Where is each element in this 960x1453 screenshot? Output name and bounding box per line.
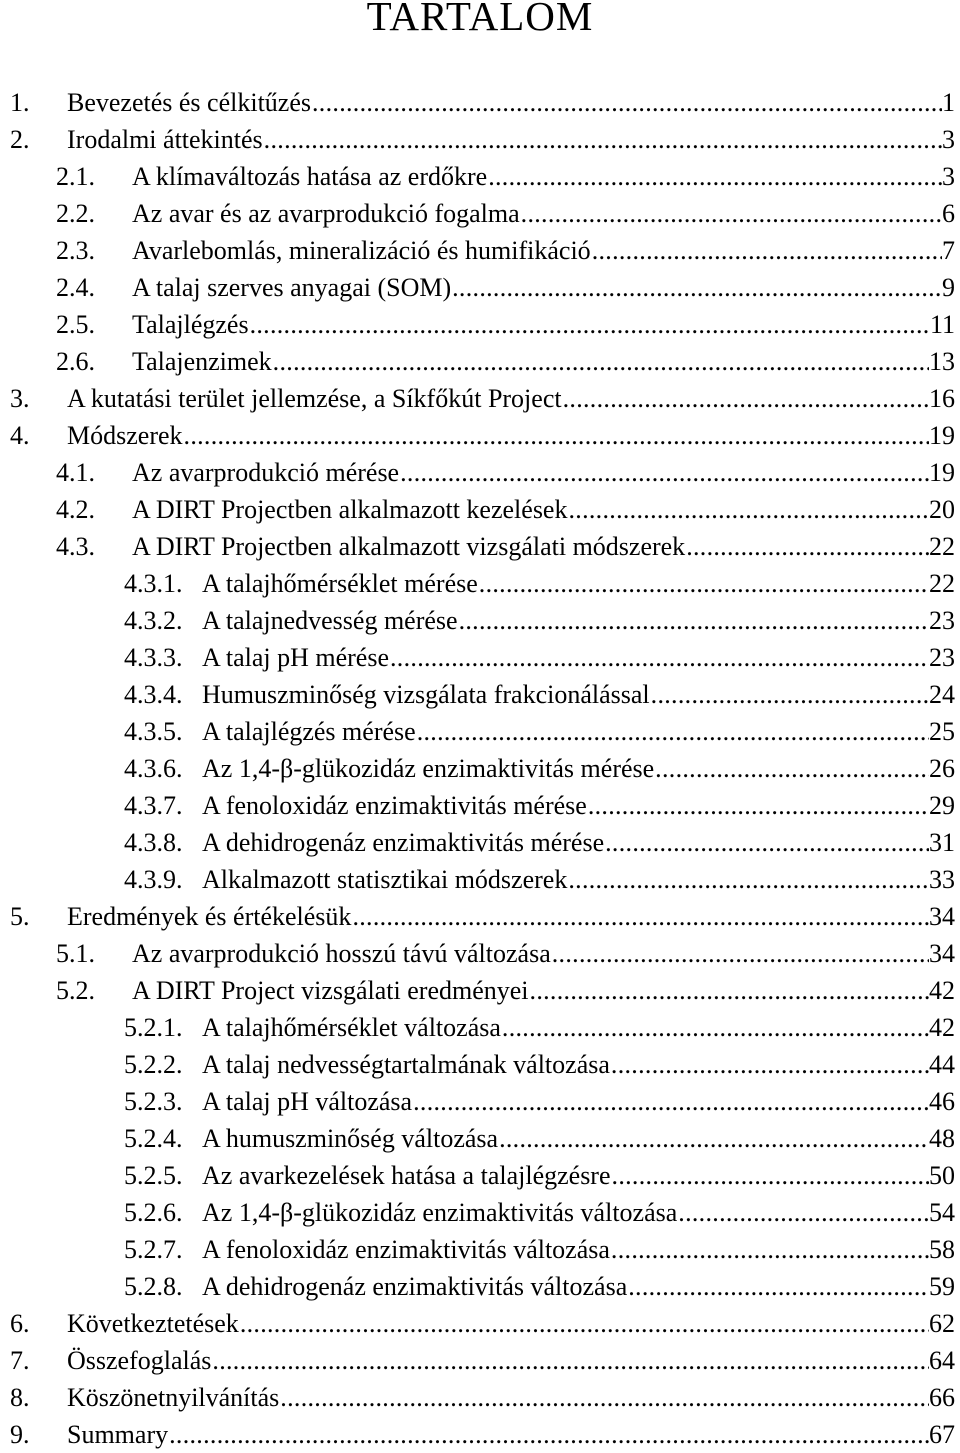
toc-entry[interactable] <box>0 195 960 232</box>
toc-entry-title: A humuszminőség változása <box>202 1124 499 1153</box>
toc-entry-page: 3 <box>942 162 955 191</box>
dot-leader <box>610 1046 929 1083</box>
toc-entry[interactable] <box>0 602 960 639</box>
toc-entry-title: A DIRT Projectben alkalmazott vizsgálati módszerek <box>132 532 686 561</box>
toc-entry-title: A talaj nedvességtartalmának változása <box>202 1050 610 1079</box>
toc-entry-number: 9. <box>10 1420 30 1449</box>
toc-entry-title: Alkalmazott statisztikai módszerek <box>202 865 568 894</box>
toc-entry[interactable] <box>0 1083 960 1120</box>
toc-entry-title: Módszerek <box>67 421 183 450</box>
toc-entry[interactable] <box>0 1194 960 1231</box>
dot-leader <box>451 269 942 306</box>
toc-entry-page: 64 <box>929 1346 955 1375</box>
toc-entry-page: 19 <box>929 458 955 487</box>
page-title: TARTALOM <box>366 0 594 39</box>
toc-entry-page: 6 <box>942 199 955 228</box>
toc-entry-title: A DIRT Project vizsgálati eredményei <box>132 976 529 1005</box>
toc-entry-title: Következtetések <box>67 1309 239 1338</box>
toc-entry-page: 34 <box>929 902 955 931</box>
toc-entry-title: Talajenzimek <box>132 347 272 376</box>
toc-entry-page: 31 <box>929 828 955 857</box>
toc-entry[interactable] <box>0 935 960 972</box>
dot-leader <box>520 195 942 232</box>
dot-leader <box>551 935 929 972</box>
toc-entry-page: 66 <box>929 1383 955 1412</box>
dot-leader <box>627 1268 929 1305</box>
toc-entry[interactable] <box>0 417 960 454</box>
toc-entry-page: 23 <box>929 606 955 635</box>
toc-entry-page: 20 <box>929 495 955 524</box>
toc-entry-title: A klímaváltozás hatása az erdőkre <box>132 162 488 191</box>
dot-leader <box>311 84 942 121</box>
toc-entry-title: A kutatási terület jellemzése, a Síkfőkút Project <box>67 384 562 413</box>
toc-entry-number: 2.6. <box>56 347 95 376</box>
toc-entry-page: 48 <box>929 1124 955 1153</box>
toc-entry[interactable] <box>0 1231 960 1268</box>
dot-leader <box>611 1157 929 1194</box>
toc-entry[interactable] <box>0 454 960 491</box>
toc-entry-number: 4.3.1. <box>124 569 183 598</box>
toc-entry-number: 5.2.5. <box>124 1161 183 1190</box>
toc-entry[interactable] <box>0 1416 960 1453</box>
toc-entry-title: Avarlebomlás, mineralizáció és humifikáció <box>132 236 591 265</box>
toc-entry-title: Az avarprodukció mérése <box>132 458 400 487</box>
toc-entry-title: Summary <box>67 1420 169 1449</box>
toc-entry-page: 50 <box>929 1161 955 1190</box>
toc-entry-title: Az 1,4-β-glükozidáz enzimaktivitás változása <box>202 1198 678 1227</box>
toc-entry[interactable] <box>0 1342 960 1379</box>
toc-entry-page: 46 <box>929 1087 955 1116</box>
dot-leader <box>677 1194 929 1231</box>
toc-entry-page: 16 <box>929 384 955 413</box>
toc-entry-page: 24 <box>929 680 955 709</box>
toc-entry[interactable] <box>0 380 960 417</box>
toc-entry-page: 25 <box>929 717 955 746</box>
toc-entry-number: 2.5. <box>56 310 95 339</box>
toc-entry-number: 4.3.9. <box>124 865 183 894</box>
dot-leader <box>610 1231 929 1268</box>
toc-entry-page: 19 <box>929 421 955 450</box>
toc-entry-number: 4.3.7. <box>124 791 183 820</box>
table-of-contents <box>0 84 960 1453</box>
dot-leader <box>412 1083 929 1120</box>
toc-entry-page: 23 <box>929 643 955 672</box>
toc-entry[interactable] <box>0 1305 960 1342</box>
toc-entry[interactable] <box>0 1379 960 1416</box>
dot-leader <box>501 1009 929 1046</box>
toc-entry-title: A talaj szerves anyagai (SOM) <box>132 273 452 302</box>
dot-leader <box>587 787 929 824</box>
toc-entry-page: 22 <box>929 569 955 598</box>
toc-entry-title: Az 1,4-β-glükozidáz enzimaktivitás mérése <box>202 754 655 783</box>
toc-entry[interactable] <box>0 824 960 861</box>
toc-entry-page: 33 <box>929 865 955 894</box>
toc-entry-number: 5.1. <box>56 939 95 968</box>
toc-entry-page: 22 <box>929 532 955 561</box>
dot-leader <box>529 972 929 1009</box>
toc-entry-title: Talajlégzés <box>132 310 249 339</box>
toc-entry[interactable] <box>0 232 960 269</box>
toc-entry-title: Bevezetés és célkitűzés <box>67 88 311 117</box>
toc-entry-page: 67 <box>929 1420 955 1449</box>
toc-entry-title: A DIRT Projectben alkalmazott kezelések <box>132 495 568 524</box>
dot-leader <box>654 750 929 787</box>
dot-leader <box>249 306 930 343</box>
dot-leader <box>211 1342 929 1379</box>
toc-entry-title: A dehidrogenáz enzimaktivitás változása <box>202 1272 628 1301</box>
dot-leader <box>458 602 929 639</box>
toc-entry-page: 26 <box>929 754 955 783</box>
dot-leader <box>263 121 942 158</box>
toc-entry-title: Az avarkezelések hatása a talajlégzésre <box>202 1161 611 1190</box>
toc-entry[interactable] <box>0 1268 960 1305</box>
toc-entry-number: 5.2.4. <box>124 1124 183 1153</box>
toc-entry-title: Összefoglalás <box>67 1346 212 1375</box>
toc-entry-title: A talajlégzés mérése <box>202 717 416 746</box>
toc-entry-number: 5.2.8. <box>124 1272 183 1301</box>
toc-entry-title: A talajhőmérséklet változása <box>202 1013 501 1042</box>
toc-entry-page: 1 <box>942 88 955 117</box>
toc-entry-number: 2.1. <box>56 162 95 191</box>
toc-entry-number: 5. <box>10 902 30 931</box>
toc-entry-title: A fenoloxidáz enzimaktivitás változása <box>202 1235 610 1264</box>
toc-entry[interactable] <box>0 528 960 565</box>
toc-entry-number: 4.3.4. <box>124 680 183 709</box>
toc-entry-page: 9 <box>942 273 955 302</box>
toc-entry-number: 4.3.6. <box>124 754 183 783</box>
toc-entry-number: 4.3.5. <box>124 717 183 746</box>
toc-entry-page: 44 <box>929 1050 955 1079</box>
toc-entry-title: Az avarprodukció hosszú távú változása <box>132 939 551 968</box>
toc-entry[interactable] <box>0 750 960 787</box>
dot-leader <box>399 454 929 491</box>
dot-leader <box>567 491 929 528</box>
toc-entry[interactable] <box>0 84 960 121</box>
toc-entry-number: 4.1. <box>56 458 95 487</box>
dot-leader <box>685 528 929 565</box>
toc-entry-page: 29 <box>929 791 955 820</box>
toc-entry-title: Eredmények és értékelésük <box>67 902 352 931</box>
toc-entry-page: 54 <box>929 1198 955 1227</box>
toc-entry-title: Irodalmi áttekintés <box>67 125 263 154</box>
toc-entry-number: 2.3. <box>56 236 95 265</box>
dot-leader <box>416 713 929 750</box>
toc-entry-page: 11 <box>929 310 955 339</box>
toc-entry-number: 4. <box>10 421 30 450</box>
dot-leader <box>183 417 929 454</box>
dot-leader <box>487 158 942 195</box>
toc-entry-title: A talaj pH változása <box>202 1087 413 1116</box>
toc-entry[interactable] <box>0 861 960 898</box>
toc-entry-number: 2.4. <box>56 273 95 302</box>
toc-entry[interactable] <box>0 639 960 676</box>
toc-entry[interactable] <box>0 565 960 602</box>
dot-leader <box>168 1416 929 1453</box>
toc-entry-title: Az avar és az avarprodukció fogalma <box>132 199 520 228</box>
toc-entry-number: 5.2.2. <box>124 1050 183 1079</box>
toc-entry-title: A talajnedvesség mérése <box>202 606 458 635</box>
toc-entry-title: Köszönetnyilvánítás <box>67 1383 280 1412</box>
toc-entry-page: 13 <box>929 347 955 376</box>
dot-leader <box>604 824 929 861</box>
toc-entry-number: 4.3.2. <box>124 606 183 635</box>
dot-leader <box>650 676 929 713</box>
toc-entry-number: 8. <box>10 1383 30 1412</box>
toc-entry[interactable] <box>0 898 960 935</box>
toc-entry[interactable] <box>0 269 960 306</box>
toc-entry[interactable] <box>0 491 960 528</box>
toc-entry[interactable] <box>0 121 960 158</box>
dot-leader <box>351 898 929 935</box>
toc-entry[interactable] <box>0 1120 960 1157</box>
toc-entry-title: A talaj pH mérése <box>202 643 389 672</box>
dot-leader <box>591 232 942 269</box>
toc-entry-page: 42 <box>929 1013 955 1042</box>
toc-entry-number: 4.2. <box>56 495 95 524</box>
toc-entry-title: A talajhőmérséklet mérése <box>202 569 478 598</box>
dot-leader <box>562 380 929 417</box>
toc-entry-number: 7. <box>10 1346 30 1375</box>
toc-entry-number: 3. <box>10 384 30 413</box>
dot-leader <box>279 1379 929 1416</box>
toc-entry-page: 62 <box>929 1309 955 1338</box>
toc-entry-number: 4.3.8. <box>124 828 183 857</box>
toc-entry-page: 42 <box>929 976 955 1005</box>
toc-entry[interactable] <box>0 713 960 750</box>
toc-entry-page: 3 <box>942 125 955 154</box>
dot-leader <box>478 565 929 602</box>
toc-entry-number: 6. <box>10 1309 30 1338</box>
toc-entry-number: 4.3. <box>56 532 95 561</box>
toc-entry[interactable] <box>0 676 960 713</box>
toc-entry-title: A fenoloxidáz enzimaktivitás mérése <box>202 791 587 820</box>
toc-entry[interactable] <box>0 306 960 343</box>
toc-entry-number: 1. <box>10 88 30 117</box>
toc-entry-number: 2. <box>10 125 30 154</box>
toc-entry[interactable] <box>0 787 960 824</box>
toc-entry[interactable] <box>0 343 960 380</box>
toc-entry-title: Humuszminőség vizsgálata frakcionálással <box>202 680 650 709</box>
toc-entry-page: 7 <box>942 236 955 265</box>
dot-leader <box>239 1305 929 1342</box>
toc-entry-number: 5.2.3. <box>124 1087 183 1116</box>
toc-entry-page: 58 <box>929 1235 955 1264</box>
toc-entry-number: 5.2.7. <box>124 1235 183 1264</box>
toc-entry[interactable] <box>0 1009 960 1046</box>
toc-entry-number: 2.2. <box>56 199 95 228</box>
dot-leader <box>272 343 929 380</box>
dot-leader <box>389 639 929 676</box>
dot-leader <box>498 1120 929 1157</box>
toc-entry-number: 4.3.3. <box>124 643 183 672</box>
toc-entry-number: 5.2.1. <box>124 1013 183 1042</box>
toc-entry-page: 34 <box>929 939 955 968</box>
toc-entry[interactable] <box>0 1046 960 1083</box>
toc-entry-page: 59 <box>929 1272 955 1301</box>
toc-entry[interactable] <box>0 158 960 195</box>
toc-entry-number: 5.2.6. <box>124 1198 183 1227</box>
toc-entry[interactable] <box>0 1157 960 1194</box>
toc-entry-title: A dehidrogenáz enzimaktivitás mérése <box>202 828 605 857</box>
toc-entry[interactable] <box>0 972 960 1009</box>
dot-leader <box>567 861 929 898</box>
toc-entry-number: 5.2. <box>56 976 95 1005</box>
